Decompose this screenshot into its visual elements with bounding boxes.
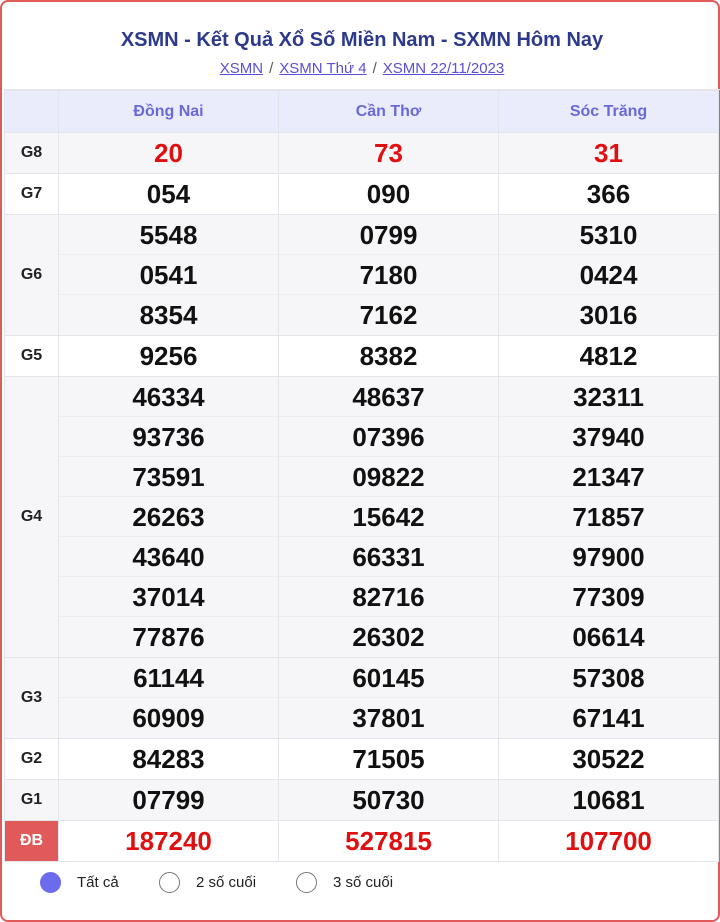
prize-row xyxy=(5,133,719,174)
result-number: 71857 xyxy=(499,497,718,537)
results-table xyxy=(4,90,719,862)
breadcrumb-link-weekday[interactable]: XSMN Thứ 4 xyxy=(279,60,367,77)
result-cell xyxy=(59,377,279,658)
result-number: 8354 xyxy=(139,300,198,330)
result-number: 5548 xyxy=(59,215,278,255)
result-number: 21347 xyxy=(499,457,718,497)
result-number: 4812 xyxy=(579,341,638,371)
result-number: 67141 xyxy=(572,703,645,733)
result-number: 15642 xyxy=(279,497,498,537)
result-number: 43640 xyxy=(59,537,278,577)
prize-label: G8 xyxy=(5,133,59,174)
prize-label: G4 xyxy=(5,377,59,658)
result-number: 61144 xyxy=(59,658,278,698)
breadcrumb-separator: / xyxy=(269,60,274,77)
prize-label: G7 xyxy=(5,174,59,215)
prize-label: G6 xyxy=(5,215,59,336)
result-cell xyxy=(59,336,279,377)
result-number: 73591 xyxy=(59,457,278,497)
breadcrumb-separator: / xyxy=(372,60,377,77)
result-number: 77876 xyxy=(132,622,205,652)
result-number: 82716 xyxy=(279,577,498,617)
result-number: 9256 xyxy=(139,341,198,371)
result-number: 60909 xyxy=(132,703,205,733)
result-number: 37014 xyxy=(59,577,278,617)
result-number: 0541 xyxy=(59,255,278,295)
result-number: 7180 xyxy=(279,255,498,295)
result-cell xyxy=(279,780,499,821)
result-number: 0799 xyxy=(279,215,498,255)
filter-option-label: 3 số cuối xyxy=(333,873,394,891)
result-cell xyxy=(279,739,499,780)
result-cell xyxy=(499,133,719,174)
result-cell xyxy=(279,336,499,377)
result-number: 09822 xyxy=(279,457,498,497)
result-number: 71505 xyxy=(352,744,425,774)
result-number: 054 xyxy=(146,179,191,209)
panel-header xyxy=(4,4,720,90)
prize-label: G1 xyxy=(5,780,59,821)
breadcrumb xyxy=(4,60,720,78)
result-number: 3016 xyxy=(579,300,638,330)
result-number: 93736 xyxy=(59,417,278,457)
result-cell xyxy=(279,377,499,658)
result-number: 77309 xyxy=(499,577,718,617)
result-cell xyxy=(279,133,499,174)
result-cell xyxy=(279,215,499,336)
province-header-row xyxy=(5,91,719,133)
result-number: 50730 xyxy=(352,785,425,815)
result-number: 31 xyxy=(594,138,623,168)
result-cell xyxy=(499,336,719,377)
result-cell xyxy=(59,658,279,739)
result-number: 0424 xyxy=(499,255,718,295)
result-number: 107700 xyxy=(565,826,652,856)
result-number: 73 xyxy=(374,138,403,168)
result-number: 37940 xyxy=(499,417,718,457)
filter-option-label: 2 số cuối xyxy=(196,873,257,891)
radio-icon[interactable] xyxy=(159,872,180,893)
result-number: 10681 xyxy=(572,785,645,815)
header-corner xyxy=(5,91,59,133)
result-cell xyxy=(59,739,279,780)
result-number: 60145 xyxy=(279,658,498,698)
breadcrumb-link-date[interactable]: XSMN 22/11/2023 xyxy=(382,60,505,77)
radio-icon[interactable] xyxy=(296,872,317,893)
prize-label: G2 xyxy=(5,739,59,780)
filter-option-label: Tất cả xyxy=(77,873,119,891)
result-cell xyxy=(499,174,719,215)
province-header: Sóc Trăng xyxy=(499,91,719,133)
filter-option-last-3[interactable] xyxy=(296,871,393,893)
result-number: 32311 xyxy=(499,377,718,417)
result-number: 090 xyxy=(366,179,411,209)
result-cell xyxy=(499,215,719,336)
result-cell xyxy=(59,780,279,821)
result-number: 5310 xyxy=(499,215,718,255)
result-number: 48637 xyxy=(279,377,498,417)
result-number: 97900 xyxy=(499,537,718,577)
result-number: 187240 xyxy=(125,826,212,856)
result-number: 26302 xyxy=(352,622,425,652)
result-cell xyxy=(59,133,279,174)
result-cell xyxy=(499,780,719,821)
province-header: Cần Thơ xyxy=(279,91,499,133)
result-cell xyxy=(59,215,279,336)
province-header: Đồng Nai xyxy=(59,91,279,133)
result-cell xyxy=(279,658,499,739)
result-number: 26263 xyxy=(59,497,278,537)
result-number: 84283 xyxy=(132,744,205,774)
prize-row xyxy=(5,174,719,215)
result-cell xyxy=(499,377,719,658)
result-number: 06614 xyxy=(572,622,645,652)
radio-icon[interactable] xyxy=(40,872,61,893)
page-title: XSMN - Kết Quả Xổ Số Miền Nam - SXMN Hôm Nay xyxy=(120,29,604,51)
filter-option-all[interactable] xyxy=(40,871,119,893)
result-number: 37801 xyxy=(352,703,425,733)
result-number: 57308 xyxy=(499,658,718,698)
result-cell xyxy=(59,174,279,215)
result-number: 07396 xyxy=(279,417,498,457)
prize-row xyxy=(5,739,719,780)
digit-filter xyxy=(4,852,720,912)
result-number: 366 xyxy=(586,179,631,209)
result-number: 07799 xyxy=(132,785,205,815)
result-number: 7162 xyxy=(359,300,418,330)
result-number: 30522 xyxy=(572,744,645,774)
prize-label: G5 xyxy=(5,336,59,377)
result-number: 8382 xyxy=(359,341,418,371)
prize-row xyxy=(5,215,719,336)
breadcrumb-link-xsmn[interactable]: XSMN xyxy=(219,60,264,77)
result-number: 46334 xyxy=(59,377,278,417)
result-cell xyxy=(499,739,719,780)
prize-row xyxy=(5,658,719,739)
prize-row xyxy=(5,336,719,377)
result-cell xyxy=(279,174,499,215)
prize-row xyxy=(5,780,719,821)
result-number: 20 xyxy=(154,138,183,168)
result-number: 527815 xyxy=(345,826,432,856)
result-cell xyxy=(499,658,719,739)
prize-row xyxy=(5,377,719,658)
result-number: 66331 xyxy=(279,537,498,577)
prize-label: ĐB xyxy=(5,821,59,862)
filter-option-last-2[interactable] xyxy=(159,871,256,893)
prize-label: G3 xyxy=(5,658,59,739)
